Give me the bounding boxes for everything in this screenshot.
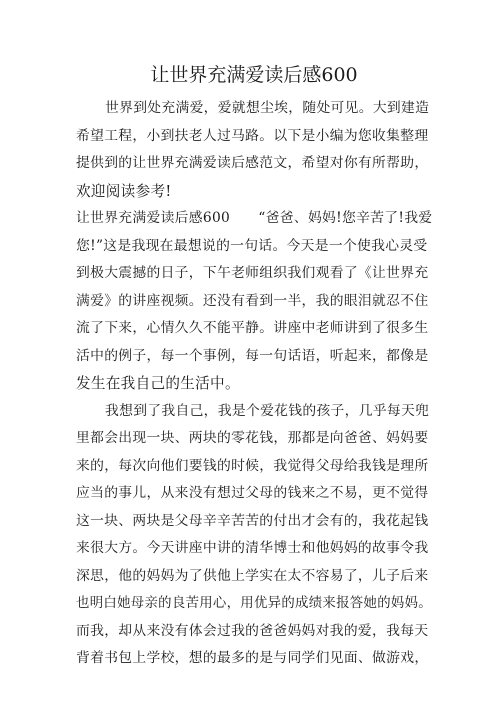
document-body xyxy=(76,95,432,673)
text-line: 来很大方。今天讲座中讲的清华博士和他妈妈的故事令我 xyxy=(76,540,429,556)
text-line: 流了下来，心情久久不能平静。讲座中老师讲到了很多生 xyxy=(76,320,429,336)
text-line: 希望工程，小到扶老人过马路。以下是小编为您收集整理 xyxy=(76,127,429,144)
text-line: 提供到的让世界充满爱读后感范文，希望对你有所帮助， xyxy=(76,155,429,171)
text-line: 到极大震撼的日子，下午老师组织我们观看了《让世界充 xyxy=(76,265,429,281)
text-line: 应当的事儿，从来没有想过父母的钱来之不易，更不觉得 xyxy=(76,485,429,501)
text-line: 世界到处充满爱，爱就想尘埃，随处可见。大到建造 xyxy=(105,100,430,116)
text-line: 深思，他的妈妈为了供他上学实在太不容易了，儿子后来 xyxy=(76,567,429,584)
text-line: 我想到了我自己，我是个爱花钱的孩子，几乎每天兜 xyxy=(105,402,430,419)
text-line: 欢迎阅读参考! xyxy=(76,182,172,200)
text-line: 里都会出现一块、两块的零花钱，那都是向爸爸、妈妈要 xyxy=(76,430,429,446)
text-line: 这一块、两块是父母辛辛苦苦的付出才会有的，我花起钱 xyxy=(76,512,429,529)
text-line: 来的，每次向他们要钱的时候，我觉得父母给我钱是理所 xyxy=(76,457,429,474)
text-line: 满爱》的讲座视频。还没有看到一半，我的眼泪就忍不住 xyxy=(76,292,429,309)
text-line: 而我，却从来没有体会过我的爸爸妈妈对我的爱，我每天 xyxy=(76,622,429,639)
text-line: 也明白她母亲的良苦用心，用优异的成绩来报答她的妈妈。 xyxy=(76,596,432,611)
text-line: 让世界充满爱读后感600 “爸爸、妈妈!您辛苦了!我爱 xyxy=(76,210,433,226)
text-line: 发生在我自己的生活中。 xyxy=(76,375,240,392)
text-line: 您!”这是我现在最想说的一句话。今天是一个使我心灵受 xyxy=(76,237,428,254)
document-title: 让世界充满爱读后感600 xyxy=(150,64,358,86)
text-line: 活中的例子，每一个事例，每一句话语，听起来，都像是 xyxy=(76,347,429,364)
text-line: 背着书包上学校，想的最多的是与同学们见面、做游戏， xyxy=(76,650,429,666)
